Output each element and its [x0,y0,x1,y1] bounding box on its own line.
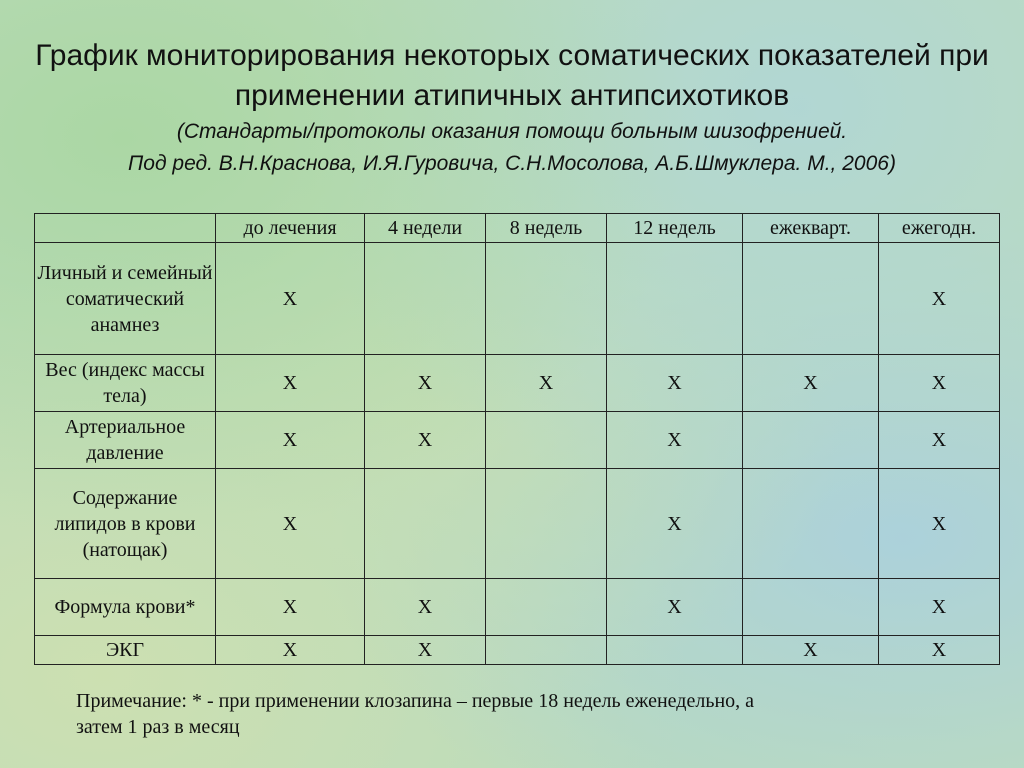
table-cell: X [607,355,743,412]
table-cell: X [879,355,1000,412]
table-row [35,579,1000,636]
column-header: до лечения [216,214,365,243]
table-cell [607,243,743,355]
table-cell [365,469,486,579]
row-label: Формула крови* [35,579,216,636]
citation-line-1: (Стандарты/протоколы оказания помощи больным шизофренией. [176,120,848,143]
column-header: 4 недели [365,214,486,243]
footnote [76,688,976,740]
table-cell: X [216,636,365,665]
table-cell [743,579,879,636]
table-cell [486,636,607,665]
title-line-2: применении атипичных антипсихотиков [234,79,790,112]
column-header [35,214,216,243]
footnote-line-1: Примечание: * - при применении клозапина – первые 18 недель еженедельно, а [76,690,755,712]
monitoring-schedule-table [34,213,1000,665]
table-cell [743,243,879,355]
table-cell: X [216,469,365,579]
table-cell: X [486,355,607,412]
table-cell: X [607,412,743,469]
table-cell: X [879,579,1000,636]
table-cell: X [216,355,365,412]
row-label: Вес (индекс массы тела) [35,355,216,412]
table-cell: X [216,412,365,469]
table-row [35,412,1000,469]
table-cell [486,579,607,636]
table-header-row [35,214,1000,243]
table-cell: X [879,243,1000,355]
citation-line-2: Под ред. В.Н.Краснова, И.Я.Гуровича, С.Н.Мосолова, А.Б.Шмуклера. М., 2006) [128,152,896,175]
table-cell: X [607,579,743,636]
column-header: 8 недель [486,214,607,243]
table-cell: X [216,243,365,355]
table-cell: X [879,636,1000,665]
table-row [35,243,1000,355]
table-row [35,636,1000,665]
row-label: Артериальное давление [35,412,216,469]
table-cell: X [365,355,486,412]
column-header: ежекварт. [743,214,879,243]
table-cell [607,636,743,665]
footnote-line-2: затем 1 раз в месяц [76,716,240,738]
title-line-1: График мониторирования некоторых соматических показателей при [35,39,989,72]
table-row [35,355,1000,412]
table-cell: X [365,412,486,469]
table-cell [486,412,607,469]
source-citation [0,116,1024,180]
table-cell: X [216,579,365,636]
page-title [0,36,1024,116]
table-cell [743,469,879,579]
row-label: ЭКГ [35,636,216,665]
row-label: Личный и семейный соматический анамнез [35,243,216,355]
table-cell: X [365,579,486,636]
column-header: 12 недель [607,214,743,243]
table-cell [486,243,607,355]
table-cell: X [743,355,879,412]
table-cell [486,469,607,579]
table-cell: X [879,412,1000,469]
table-row [35,469,1000,579]
table-cell: X [743,636,879,665]
row-label: Содержание липидов в крови (натощак) [35,469,216,579]
table-cell: X [607,469,743,579]
table-cell [365,243,486,355]
table-cell: X [879,469,1000,579]
table-cell [743,412,879,469]
column-header: ежегодн. [879,214,1000,243]
table-cell: X [365,636,486,665]
